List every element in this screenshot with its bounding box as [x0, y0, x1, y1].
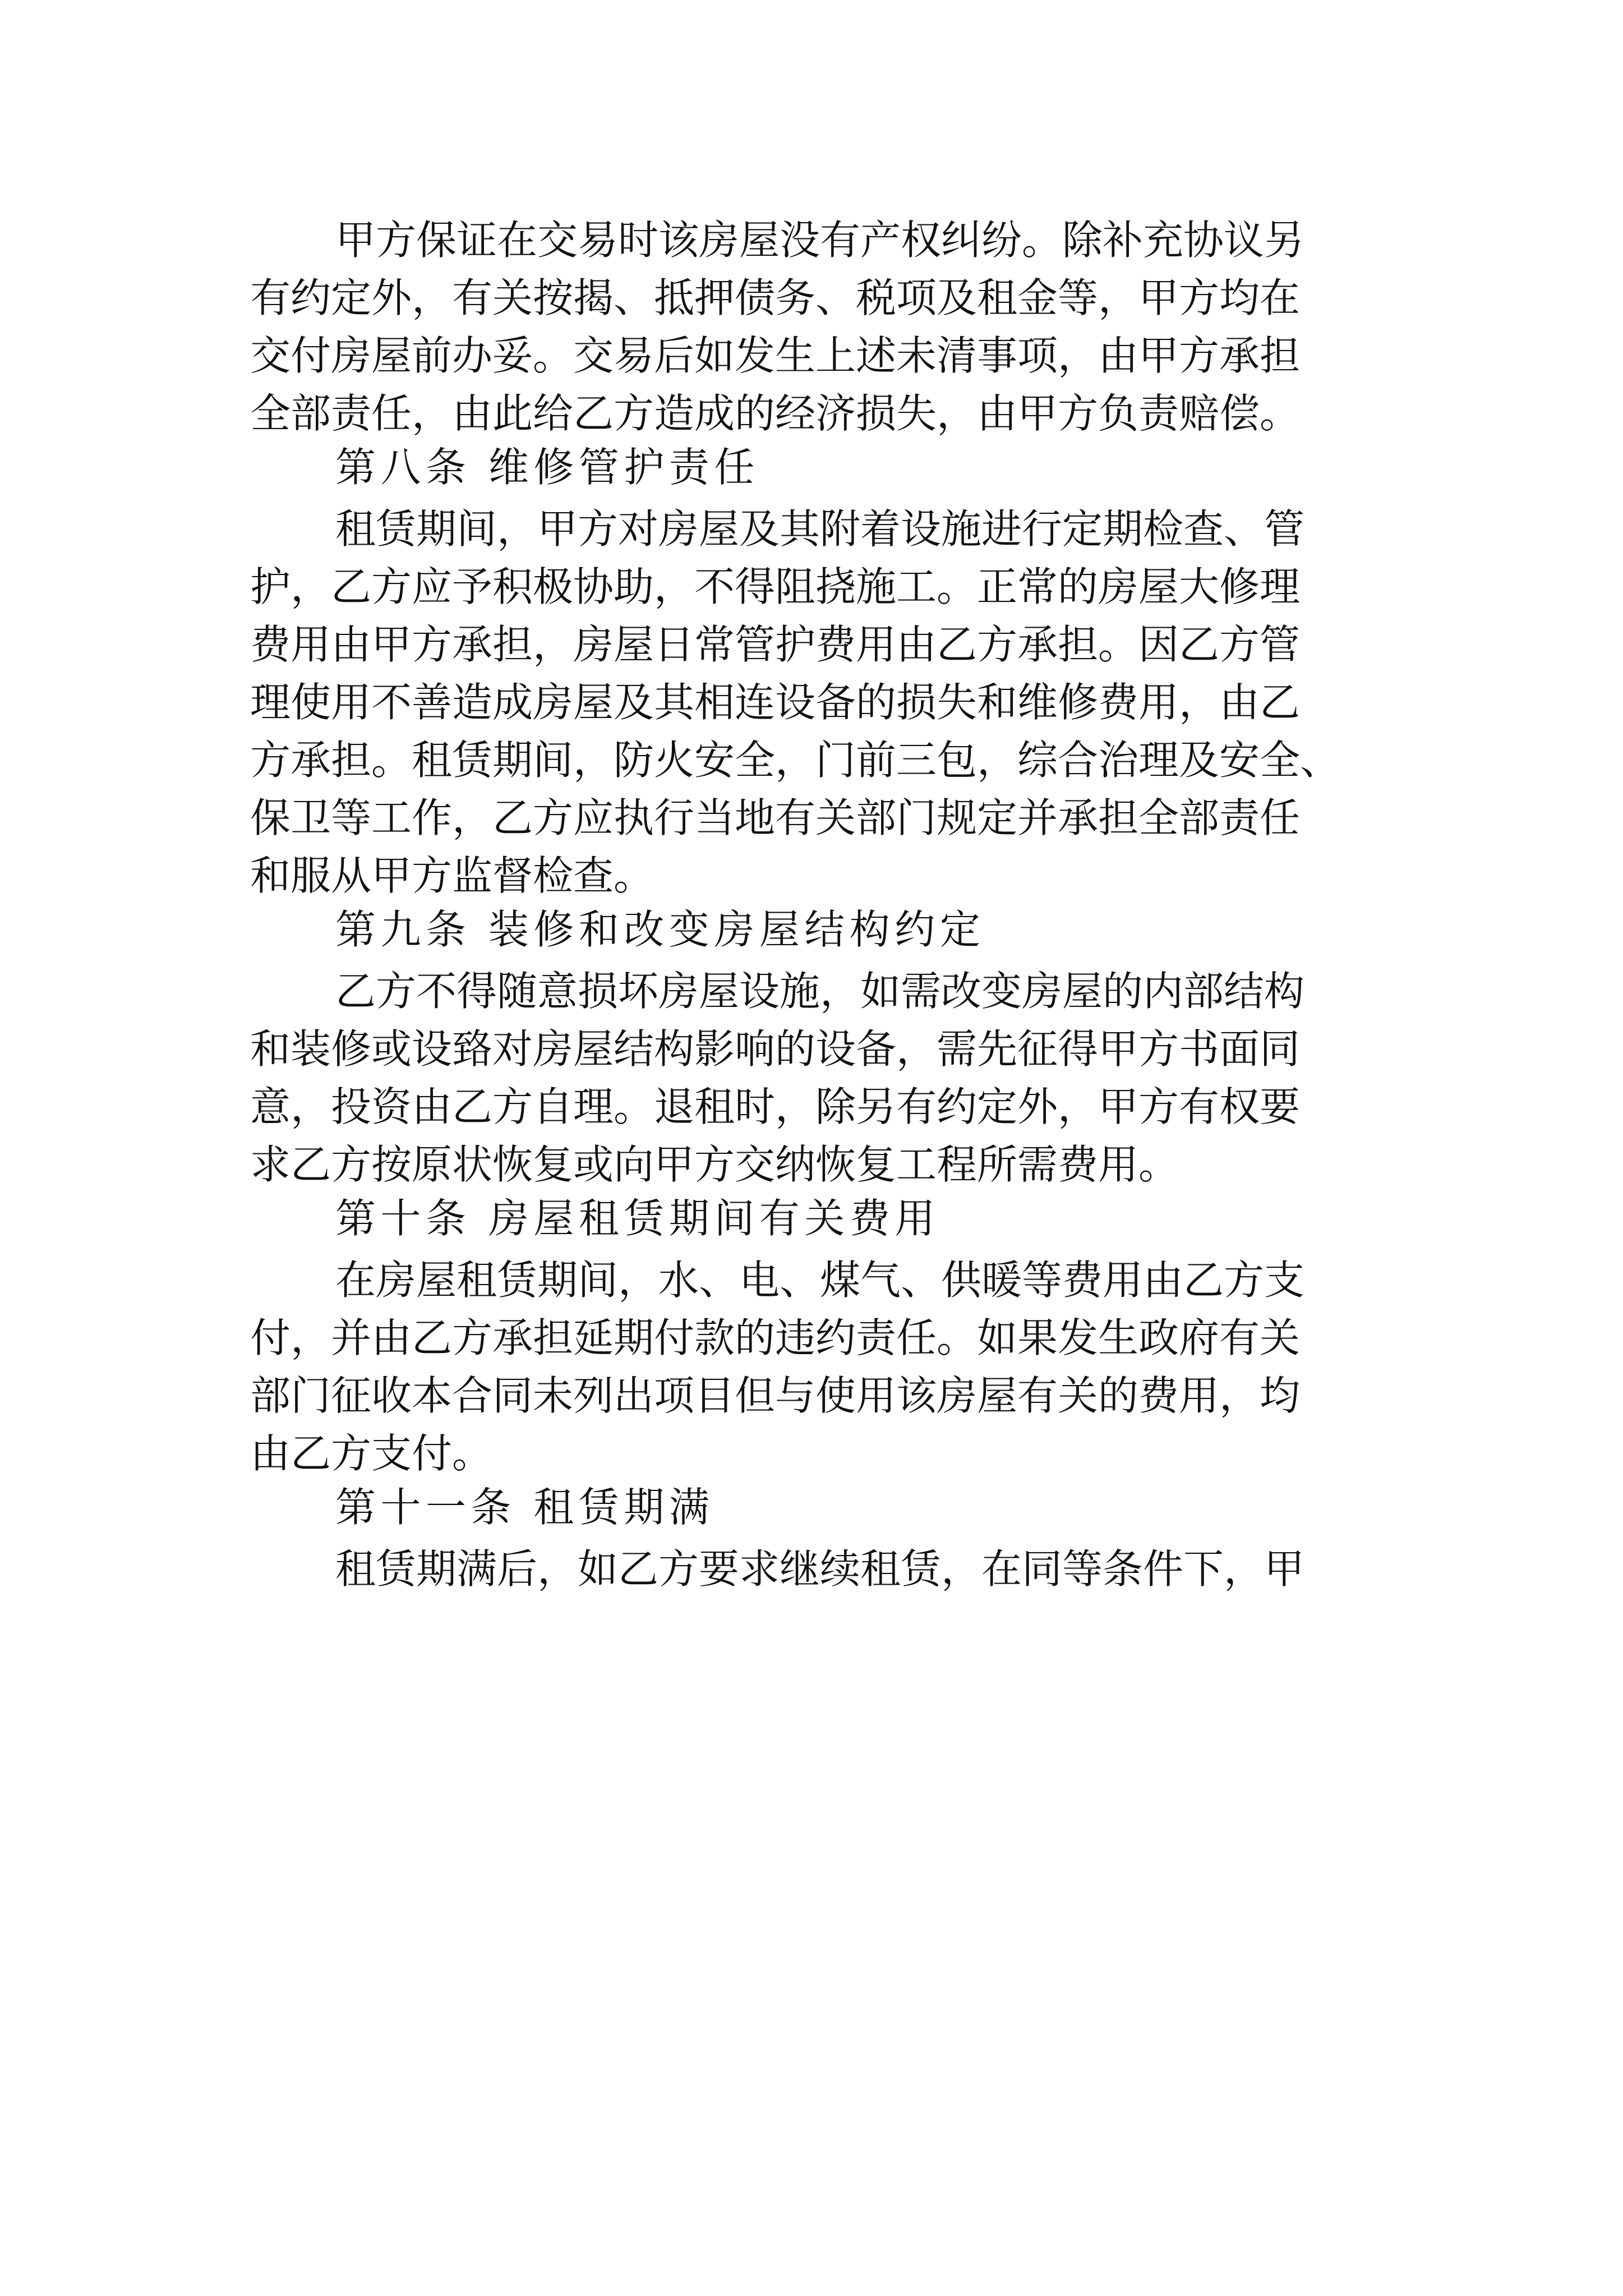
paragraph-line: 求乙方按原状恢复或向甲方交纳恢复工程所需费用。 [250, 1141, 1179, 1188]
paragraph-line: 有约定外，有关按揭、抵押债务、税项及租金等，甲方均在 [250, 274, 1301, 321]
paragraph-line: 付，并由乙方承担延期付款的违约责任。如果发生政府有关 [250, 1314, 1301, 1361]
paragraph-line: 乙方不得随意损坏房屋设施，如需改变房屋的内部结构 [335, 968, 1305, 1015]
article-8-heading: 第八条 维修管护责任 [335, 444, 759, 491]
paragraph-line: 费用由甲方承担，房屋日常管护费用由乙方承担。因乙方管 [250, 621, 1301, 668]
paragraph-line: 在房屋租赁期间，水、电、煤气、供暖等费用由乙方支 [335, 1257, 1305, 1304]
paragraph-line: 理使用不善造成房屋及其相连设备的损失和维修费用，由乙 [250, 679, 1301, 726]
article-9-heading: 第九条 装修和改变房屋结构约定 [335, 906, 985, 953]
article-11-heading: 第十一条 租赁期满 [335, 1484, 714, 1531]
paragraph-line: 护，乙方应予积极协助，不得阻挠施工。正常的房屋大修理 [250, 563, 1301, 610]
paragraph-line: 租赁期间，甲方对房屋及其附着设施进行定期检查、管 [335, 505, 1305, 553]
paragraph-line: 方承担。租赁期间，防火安全，门前三包，综合治理及安全、 [250, 737, 1341, 784]
paragraph-line: 部门征收本合同未列出项目但与使用该房屋有关的费用，均 [250, 1372, 1301, 1419]
paragraph-line: 由乙方支付。 [250, 1430, 493, 1477]
paragraph-line: 交付房屋前办妥。交易后如发生上述未清事项，由甲方承担 [250, 332, 1301, 379]
paragraph-line: 和装修或设臵对房屋结构影响的设备，需先征得甲方书面同 [250, 1025, 1301, 1073]
paragraph-line: 和服从甲方监督检查。 [250, 852, 654, 899]
paragraph-line: 租赁期满后，如乙方要求继续租赁，在同等条件下，甲 [335, 1545, 1305, 1593]
article-10-heading: 第十条 房屋租赁期间有关费用 [335, 1195, 940, 1242]
document-body [250, 208, 1394, 1594]
paragraph-line: 全部责任，由此给乙方造成的经济损失，由甲方负责赔偿。 [250, 390, 1301, 437]
paragraph-line: 意，投资由乙方自理。退租时，除另有约定外，甲方有权要 [250, 1083, 1301, 1130]
paragraph-line: 保卫等工作，乙方应执行当地有关部门规定并承担全部责任 [250, 794, 1301, 841]
paragraph-line: 甲方保证在交易时该房屋没有产权纠纷。除补充协议另 [335, 217, 1305, 264]
